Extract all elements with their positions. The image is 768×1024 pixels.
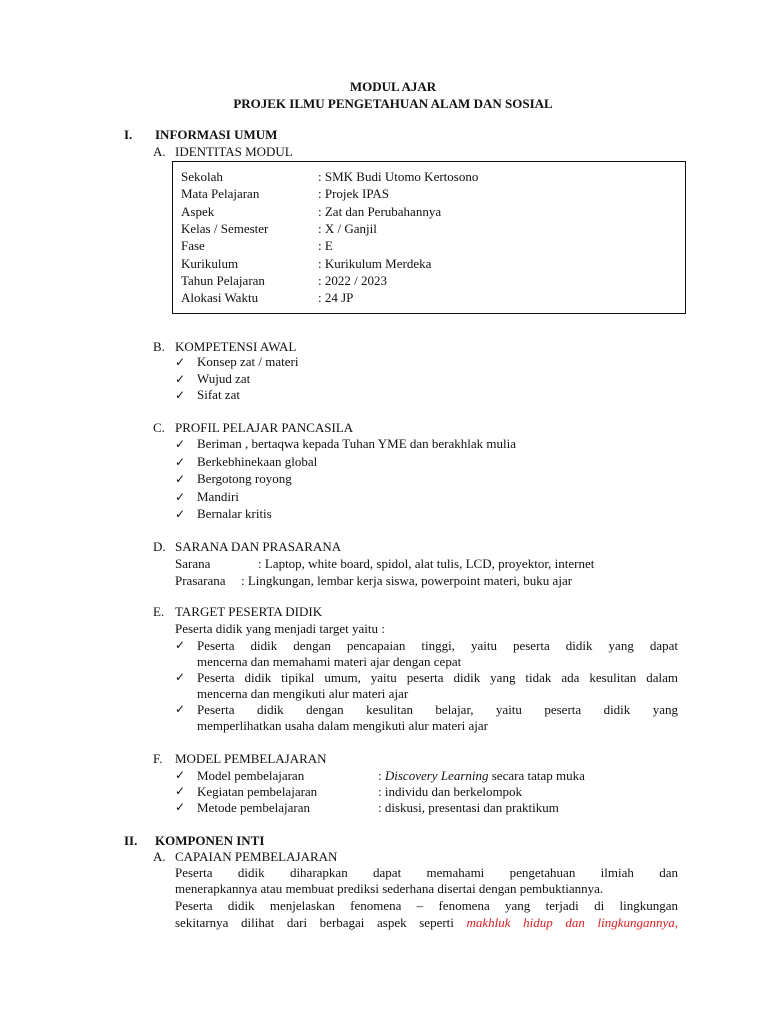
identity-label: Kelas / Semester — [181, 220, 269, 236]
list-item — [175, 353, 298, 371]
check-icon: ✓ — [175, 371, 186, 386]
list-item-text: Konsep zat / materi — [197, 354, 299, 369]
check-icon: ✓ — [175, 437, 186, 451]
section-2-heading — [124, 832, 264, 849]
list-item-text: Mandiri — [197, 488, 239, 504]
kegiatan-value: : individu dan berkelompok — [378, 784, 523, 799]
capaian-p1-line2: menerapkannya atau membuat prediksi sederhana disertai dengan pembuktiannya. — [175, 881, 604, 896]
subsection-a-title: IDENTITAS MODUL — [175, 144, 293, 159]
subsection-f-letter: F. — [153, 751, 163, 766]
document-subtitle: PROJEK ILMU PENGETAHUAN ALAM DAN SOSIAL — [233, 96, 553, 111]
identity-label: Kurikulum — [181, 255, 239, 271]
check-icon: ✓ — [175, 800, 186, 814]
capaian-p2-plain: sekitarnya dilihat dari berbagai aspek seperti — [175, 915, 454, 930]
list-item — [175, 470, 292, 488]
section-2-subsection-a-heading — [153, 848, 337, 865]
model-value-italic: Discovery Learning — [384, 768, 489, 783]
section-2-a-letter: A. — [153, 849, 166, 864]
list-item-text: Sifat zat — [197, 387, 240, 403]
subsection-f-heading — [153, 750, 327, 767]
identity-row — [181, 203, 441, 220]
model-value-prefix: : — [378, 768, 385, 783]
subsection-b-letter: B. — [153, 339, 165, 354]
check-icon: ✓ — [175, 507, 186, 521]
section-2-a-title: CAPAIAN PEMBELAJARAN — [175, 849, 338, 864]
list-item — [175, 488, 239, 506]
identity-value: : X / Ganjil — [318, 220, 377, 236]
identity-row — [181, 237, 333, 254]
target-item-line2: memperlihatkan usaha dalam mengikuti alur materi ajar — [197, 718, 488, 733]
capaian-p2-line2 — [175, 914, 678, 931]
subsection-c-letter: C. — [153, 420, 165, 435]
check-icon: ✓ — [175, 638, 186, 652]
identity-row — [181, 272, 387, 289]
identity-box — [172, 161, 686, 314]
check-icon: ✓ — [175, 489, 186, 504]
target-item-line1: Peserta didik tipikal umum, yaitu peserta didik yang tidak ada kesulitan dalam — [197, 670, 678, 685]
section-1-title: INFORMASI UMUM — [155, 127, 278, 142]
check-icon: ✓ — [175, 784, 186, 798]
list-item — [175, 453, 317, 471]
target-item-line2: mencerna dan mengikuti alur materi ajar — [197, 686, 409, 701]
subsection-c-heading — [153, 419, 353, 436]
section-1-heading — [124, 126, 277, 143]
identity-label: Alokasi Waktu — [181, 290, 259, 306]
subsection-e-title: TARGET PESERTA DIDIK — [175, 604, 323, 619]
list-item-text: Bergotong royong — [197, 471, 292, 486]
identity-value: : Zat dan Perubahannya — [318, 203, 442, 219]
identity-label: Fase — [181, 238, 205, 254]
check-icon: ✓ — [175, 454, 186, 469]
model-value-suffix: secara tatap muka — [488, 768, 585, 783]
kegiatan-label: Kegiatan pembelajaran — [197, 784, 318, 799]
identity-label: Sekolah — [181, 169, 223, 184]
subsection-d-title: SARANA DAN PRASARANA — [175, 539, 342, 554]
identity-value: : Projek IPAS — [318, 186, 390, 202]
capaian-p2-highlight: makhluk hidup dan lingkungannya, — [466, 915, 678, 930]
identity-value: : E — [318, 238, 333, 254]
identity-row — [181, 220, 377, 237]
subsection-b-title: KOMPETENSI AWAL — [175, 339, 297, 354]
subsection-c-title: PROFIL PELAJAR PANCASILA — [175, 420, 354, 435]
sarana-row — [175, 555, 594, 572]
identity-row — [181, 289, 353, 306]
identity-value: : Kurikulum Merdeka — [318, 255, 432, 271]
target-item-line1: Peserta didik dengan pencapaian tinggi, yaitu peserta didik yang dapat — [197, 638, 678, 653]
section-1-number: I. — [124, 127, 133, 142]
subsection-d-letter: D. — [153, 539, 166, 554]
target-item-line1: Peserta didik dengan kesulitan belajar, yaitu peserta didik yang — [197, 702, 678, 717]
list-item — [175, 435, 516, 453]
capaian-p1-line1: Peserta didik diharapkan dapat memahami pengetahuan ilmiah dan — [175, 865, 678, 880]
subsection-f-title: MODEL PEMBELAJARAN — [175, 751, 327, 766]
capaian-p2-line1: Peserta didik menjelaskan fenomena – fenomena yang terjadi di lingkungan — [175, 898, 678, 913]
target-intro: Peserta didik yang menjadi target yaitu : — [175, 621, 385, 636]
model-label: Model pembelajaran — [197, 768, 305, 783]
check-icon: ✓ — [175, 472, 186, 486]
metode-value: : diskusi, presentasi dan praktikum — [378, 800, 559, 815]
sarana-label: Sarana — [175, 556, 211, 571]
prasarana-value: : Lingkungan, lembar kerja siswa, powerpoint materi, buku ajar — [241, 573, 573, 588]
check-icon: ✓ — [175, 355, 186, 369]
identity-value: : 2022 / 2023 — [318, 272, 387, 288]
metode-label: Metode pembelajaran — [197, 800, 310, 815]
prasarana-label: Prasarana — [175, 573, 226, 588]
list-item — [175, 505, 272, 523]
identity-value: : 24 JP — [318, 290, 354, 306]
identity-row — [181, 255, 431, 272]
model-value — [378, 767, 585, 784]
identity-label: Mata Pelajaran — [181, 186, 260, 202]
list-item-text: Berkebhinekaan global — [197, 453, 318, 469]
check-icon: ✓ — [175, 388, 186, 403]
subsection-e-letter: E. — [153, 604, 165, 619]
subsection-d-heading — [153, 538, 341, 555]
section-2-number: II. — [124, 833, 138, 848]
check-icon: ✓ — [175, 768, 186, 782]
subsection-e-heading — [153, 603, 322, 620]
identity-row — [181, 185, 389, 202]
identity-label: Tahun Pelajaran — [181, 272, 265, 288]
identity-value: : SMK Budi Utomo Kertosono — [318, 169, 479, 184]
sarana-value: : Laptop, white board, spidol, alat tulis, LCD, proyektor, internet — [258, 556, 595, 571]
list-item-text: Bernalar kritis — [197, 506, 272, 521]
document-title: MODUL AJAR — [349, 79, 437, 94]
list-item — [175, 370, 250, 388]
identity-label: Aspek — [181, 203, 215, 219]
target-item-line2: mencerna dan memahami materi ajar dengan cepat — [197, 654, 462, 669]
check-icon: ✓ — [175, 702, 186, 716]
prasarana-row — [175, 572, 572, 589]
list-item — [175, 386, 240, 404]
subsection-a-letter: A. — [153, 144, 166, 159]
identity-row — [181, 168, 478, 185]
section-2-title: KOMPONEN INTI — [155, 833, 265, 848]
subsection-a-heading — [153, 143, 293, 160]
check-icon: ✓ — [175, 670, 186, 684]
list-item-text: Beriman , bertaqwa kepada Tuhan YME dan berakhlak mulia — [197, 436, 517, 451]
list-item-text: Wujud zat — [197, 370, 251, 386]
